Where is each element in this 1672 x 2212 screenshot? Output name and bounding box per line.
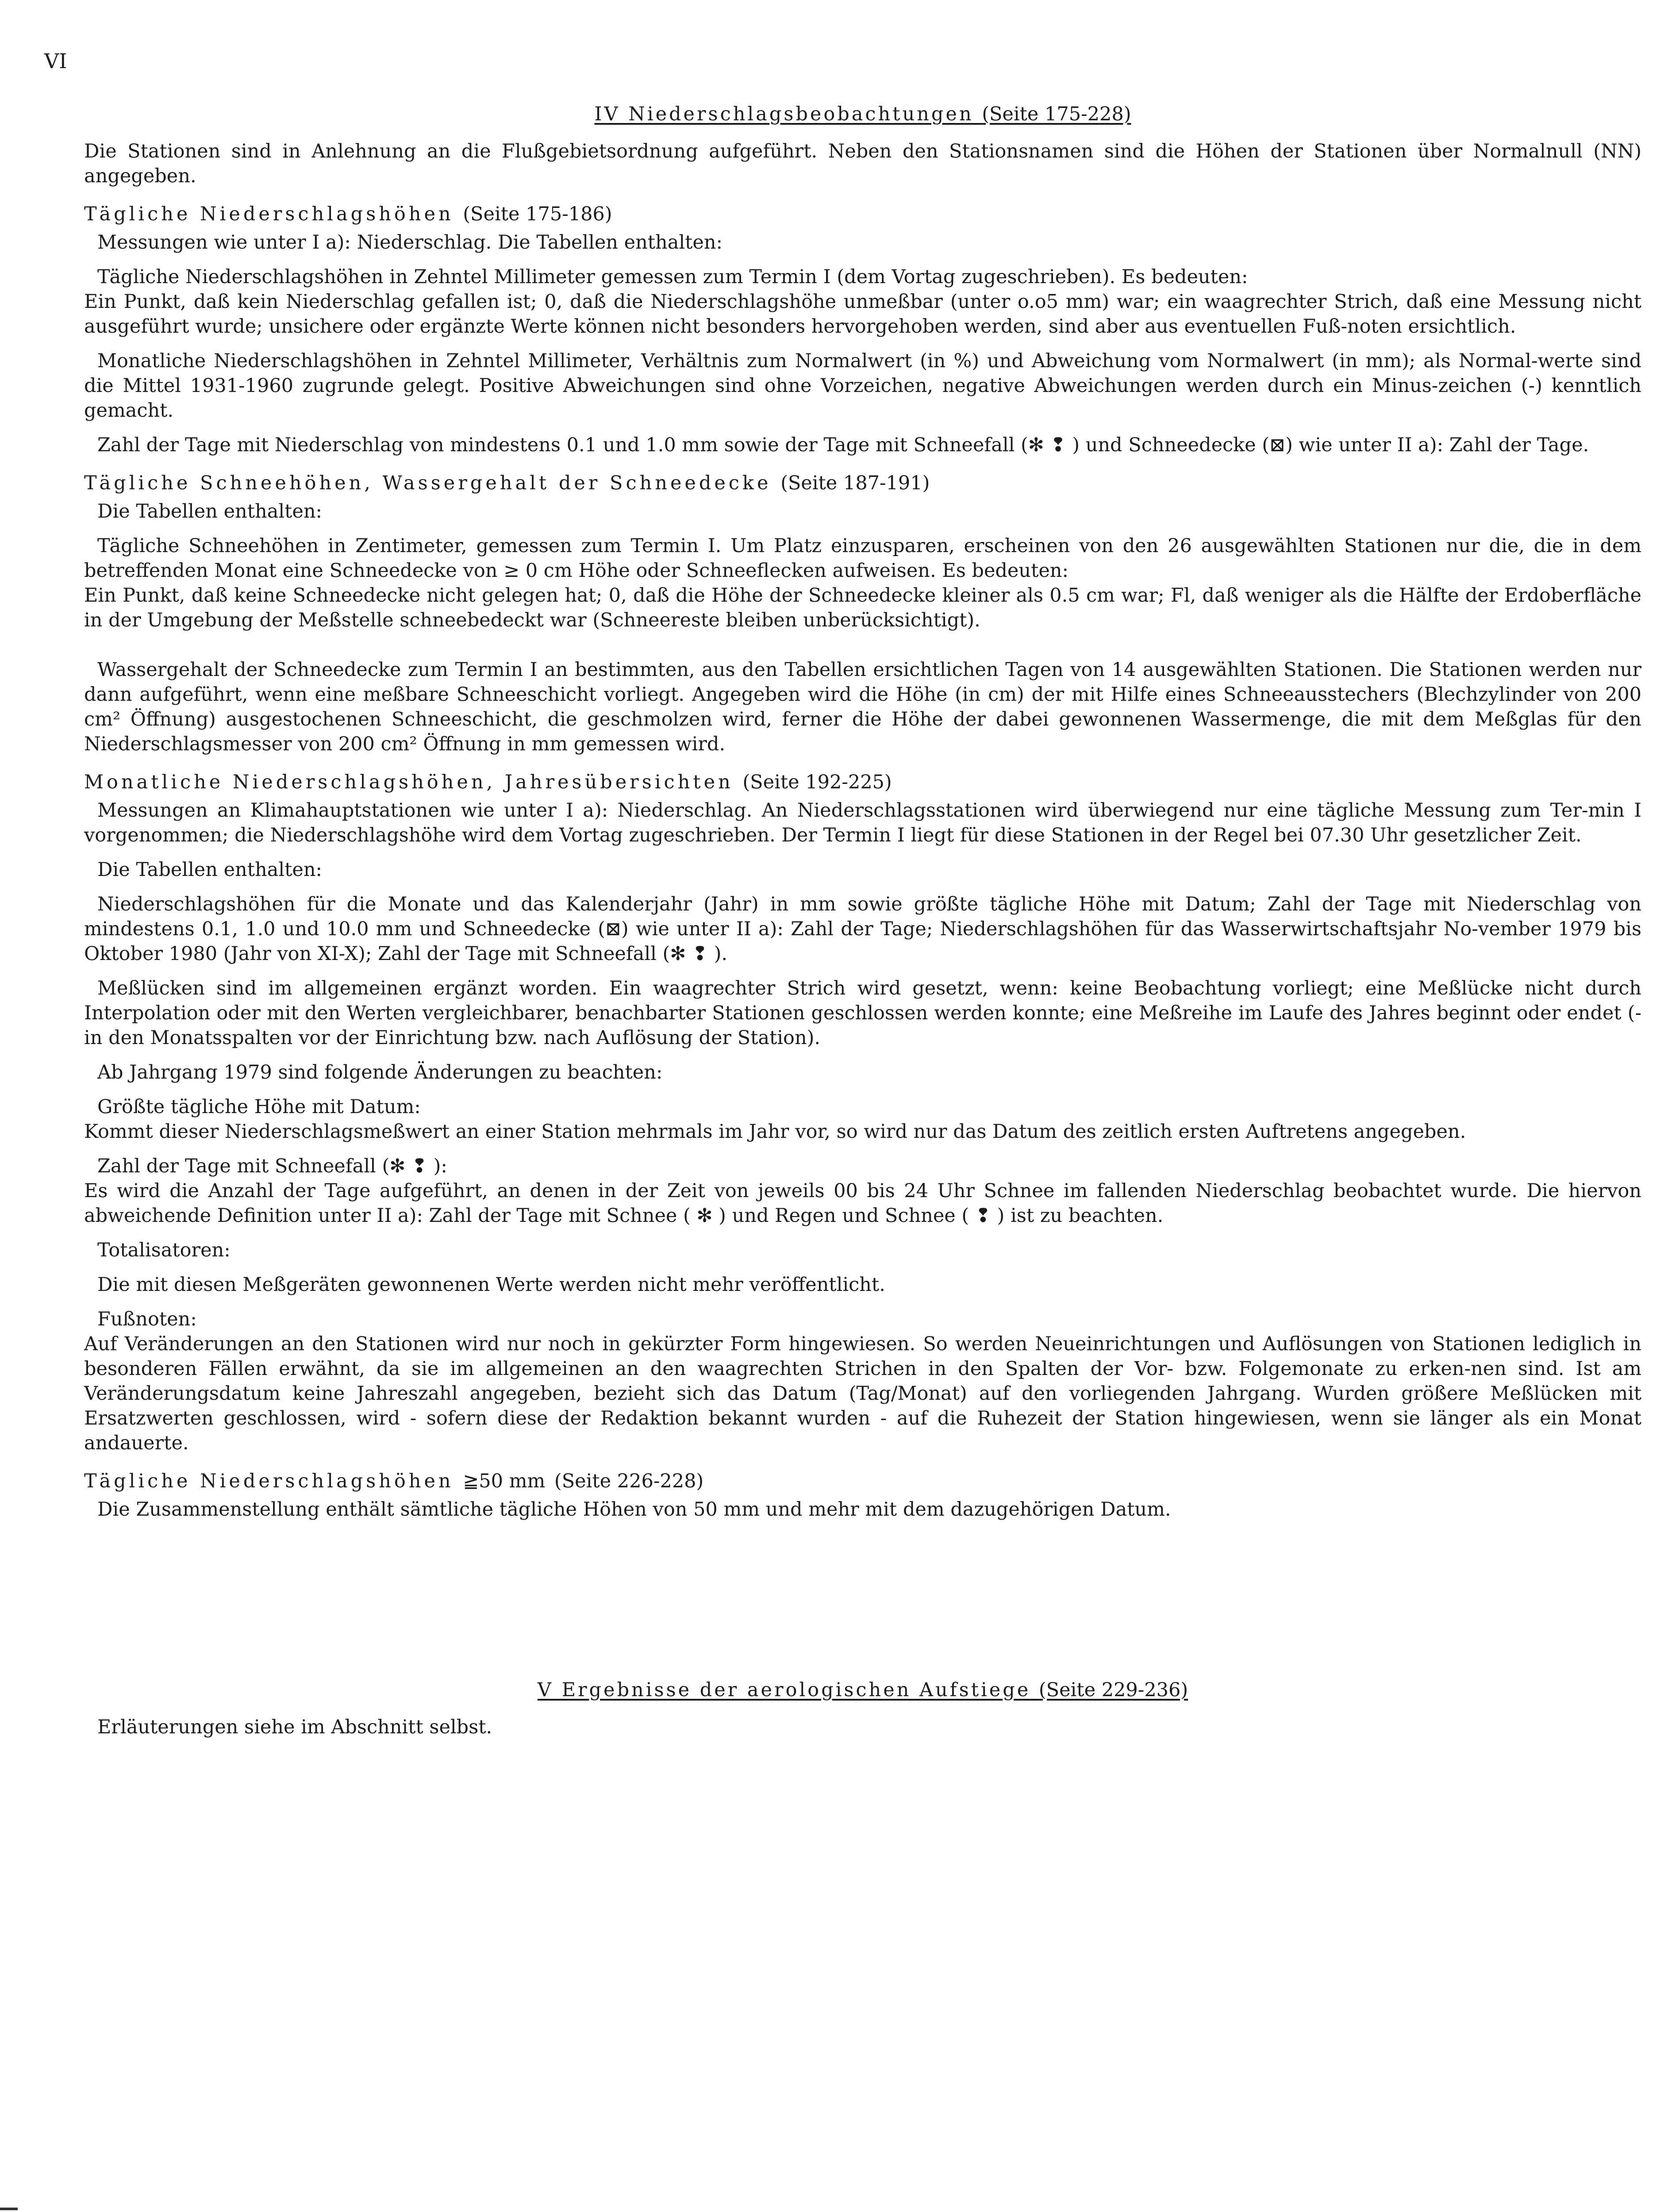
monthly-p9a: Fußnoten: — [97, 1308, 197, 1330]
monthly-p6a: Größte tägliche Höhe mit Datum: — [97, 1096, 421, 1118]
monthly-p6 — [84, 1094, 1641, 1144]
daily-p2b: Ein Punkt, daß kein Niederschlag gefallen ist; 0, daß die Niederschlagshöhe unmeßbar (unter o.o5 mm) war; ein waagrechter Strich, daß eine Messung nicht ausgeführt wurde; unsichere oder ergänzte Werte können nicht besonders hervorgehoben werden, sind aber aus eventuellen Fuß-noten ersichtlich. — [84, 291, 1641, 338]
daily-heading-text: Tägliche Niederschlagshöhen — [84, 203, 454, 225]
page-content — [84, 102, 1641, 1749]
snow-p2a: Tägliche Schneehöhen in Zentimeter, gemessen zum Termin I. Um Platz einzusparen, erscheinen von den 26 ausgewählten Stationen nur die, die in dem betreffenden Monat eine Schneedecke von ≥ 0 cm Höhe oder Schneeflecken aufweisen. Es bedeuten: — [84, 535, 1641, 582]
daily-p2 — [84, 265, 1641, 339]
monthly-p9 — [84, 1307, 1641, 1455]
heavy-heading-threshold: ≧50 mm — [463, 1470, 546, 1492]
daily-p1: Messungen wie unter I a): Niederschlag. Die Tabellen enthalten: — [97, 231, 723, 253]
snow-p3: Wassergehalt der Schneedecke zum Termin I an bestimmten, aus den Tabellen ersichtlichen Tagen von 14 ausgewählten Stationen. Die Stationen werden nur dann aufgeführt, wenn eine meßbare Schneeschicht vorliegt. Angegeben wird die Höhe (in cm) der mit Hilfe eines Schneeausstechers (Blechzylinder von 200 cm² Öffnung) ausgestochenen Schneeschicht, die geschmolzen wird, ferner die Höhe der dabei gewonnenen Wassermenge, die mit dem Meßglas für den Niederschlagsmesser von 200 cm² Öffnung in mm gemessen wird. — [84, 659, 1641, 755]
edge-mark — [0, 2208, 18, 2210]
monthly-p2: Die Tabellen enthalten: — [97, 859, 323, 881]
section-v-title-text: V Ergebnisse der aerologischen Aufstiege — [537, 1679, 1031, 1701]
section-v-p1: Erläuterungen siehe im Abschnitt selbst. — [97, 1716, 492, 1738]
daily-p2a: Tägliche Niederschlagshöhen in Zehntel Millimeter gemessen zum Termin I (dem Vortag zugeschrieben). Es bedeuten: — [97, 266, 1248, 288]
monthly-p8a: Totalisatoren: — [97, 1239, 231, 1261]
section-iv-title — [84, 102, 1641, 127]
daily-p4: Zahl der Tage mit Niederschlag von mindestens 0.1 und 1.0 mm sowie der Tage mit Schneefall (✻ ❢ ) und Schneedecke (⊠) wie unter II a): Zahl der Tage. — [97, 434, 1589, 456]
section-iv-intro: Die Stationen sind in Anlehnung an die Flußgebietsordnung aufgeführt. Neben den Stationsnamen sind die Höhen der Stationen über Normalnull (NN) angegeben. — [84, 140, 1641, 187]
daily-heading-pages: (Seite 175-186) — [463, 203, 612, 225]
section-v-pages: (Seite 229-236) — [1038, 1679, 1188, 1701]
monthly-heading — [84, 770, 1641, 795]
monthly-p8b: Die mit diesen Meßgeräten gewonnenen Werte werden nicht mehr veröffentlicht. — [97, 1274, 885, 1296]
snow-heading-pages: (Seite 187-191) — [780, 472, 930, 494]
monthly-p9b: Auf Veränderungen an den Stationen wird nur noch in gekürzter Form hingewiesen. So werden Neueinrichtungen und Auflösungen von Stationen lediglich in besonderen Fällen erwähnt, da sie im allgemeinen an den waagrechten Strichen in den Spalten der Vor- bzw. Folgemonate zu erken-nen sind. Ist am Veränderungsdatum keine Jahreszahl angegeben, bezieht sich das Datum (Tag/Monat) auf den vorliegenden Jahrgang. Wurden größere Meßlücken mit Ersatzwerten geschlossen, wird - sofern diese der Redaktion bekannt wurden - auf die Ruhezeit der Station hingewiesen, wenn sie länger als ein Monat andauerte. — [84, 1333, 1641, 1454]
monthly-p1: Messungen an Klimahauptstationen wie unter I a): Niederschlag. An Niederschlagsstationen wird überwiegend nur eine tägliche Messung zum Ter-min I vorgenommen; die Niederschlagshöhe wird dem Vortag zugeschrieben. Der Termin I liegt für diese Stationen in der Regel bei 07.30 Uhr gesetzlicher Zeit. — [84, 799, 1641, 846]
section-iv-title-text: IV Niederschlagsbeobachtungen — [594, 103, 974, 125]
monthly-heading-pages: (Seite 192-225) — [742, 771, 892, 793]
monthly-p3: Niederschlagshöhen für die Monate und das Kalenderjahr (Jahr) in mm sowie größte tägliche Höhe mit Datum; Zahl der Tage mit Niederschlag von mindestens 0.1, 1.0 und 10.0 mm und Schneedecke (⊠) wie unter II a): Zahl der Tage; Niederschlagshöhen für das Wasserwirtschaftsjahr No-vember 1979 bis Oktober 1980 (Jahr von XI-X); Zahl der Tage mit Schneefall (✻ ❢ ). — [84, 893, 1641, 965]
monthly-p7a: Zahl der Tage mit Schneefall (✻ ❢ ): — [97, 1155, 447, 1177]
monthly-heading-text: Monatliche Niederschlagshöhen, Jahresübersichten — [84, 771, 734, 793]
daily-heading — [84, 202, 1641, 227]
monthly-p4: Meßlücken sind im allgemeinen ergänzt worden. Ein waagrechter Strich wird gesetzt, wenn: keine Beobachtung vorliegt; eine Meßlücke nicht durch Interpolation oder mit den Werten vergleichbarer, benachbarter Stationen geschlossen werden konnte; eine Meßreihe im Laufe des Jahres beginnt oder endet (- in den Monatsspalten vor der Einrichtung bzw. nach Auflösung der Station). — [84, 977, 1641, 1049]
heavy-heading-pages: (Seite 226-228) — [554, 1470, 704, 1492]
snow-p2 — [84, 534, 1641, 633]
heavy-heading — [84, 1469, 1641, 1494]
section-iv-pages: (Seite 175-228) — [982, 103, 1131, 125]
heavy-p1: Die Zusammenstellung enthält sämtliche tägliche Höhen von 50 mm und mehr mit dem dazugehörigen Datum. — [97, 1498, 1171, 1521]
monthly-p7 — [84, 1154, 1641, 1228]
monthly-p7b: Es wird die Anzahl der Tage aufgeführt, an denen in der Zeit von jeweils 00 bis 24 Uhr Schnee im fallenden Niederschlag beobachtet wurde. Die hiervon abweichende Definition unter II a): Zahl der Tage mit Schnee ( ✻ ) und Regen und Schnee ( ❢ ) ist zu beachten. — [84, 1180, 1641, 1227]
snow-p2b: Ein Punkt, daß keine Schneedecke nicht gelegen hat; 0, daß die Höhe der Schneedecke kleiner als 0.5 cm war; Fl, daß weniger als die Hälfte der Erdoberfläche in der Umgebung der Meßstelle schneebedeckt war (Schneereste bleiben unberücksichtigt). — [84, 584, 1641, 631]
monthly-p6b: Kommt dieser Niederschlagsmeßwert an einer Station mehrmals im Jahr vor, so wird nur das Datum des zeitlich ersten Auftretens angegeben. — [84, 1121, 1466, 1143]
snow-heading — [84, 471, 1641, 495]
page-number: VI — [44, 49, 67, 73]
snow-heading-text: Tägliche Schneehöhen, Wassergehalt der Schneedecke — [84, 472, 772, 494]
snow-p1: Die Tabellen enthalten: — [97, 500, 323, 522]
daily-p3: Monatliche Niederschlagshöhen in Zehntel Millimeter, Verhältnis zum Normalwert (in %) und Abweichung vom Normalwert (in mm); als Normal-werte sind die Mittel 1931-1960 zugrunde gelegt. Positive Abweichungen sind ohne Vorzeichen, negative Abweichungen werden durch ein Minus-zeichen (-) kenntlich gemacht. — [84, 350, 1641, 422]
section-v-title — [84, 1678, 1641, 1702]
heavy-heading-text: Tägliche Niederschlagshöhen — [84, 1470, 454, 1492]
monthly-p5: Ab Jahrgang 1979 sind folgende Änderungen zu beachten: — [97, 1061, 663, 1083]
